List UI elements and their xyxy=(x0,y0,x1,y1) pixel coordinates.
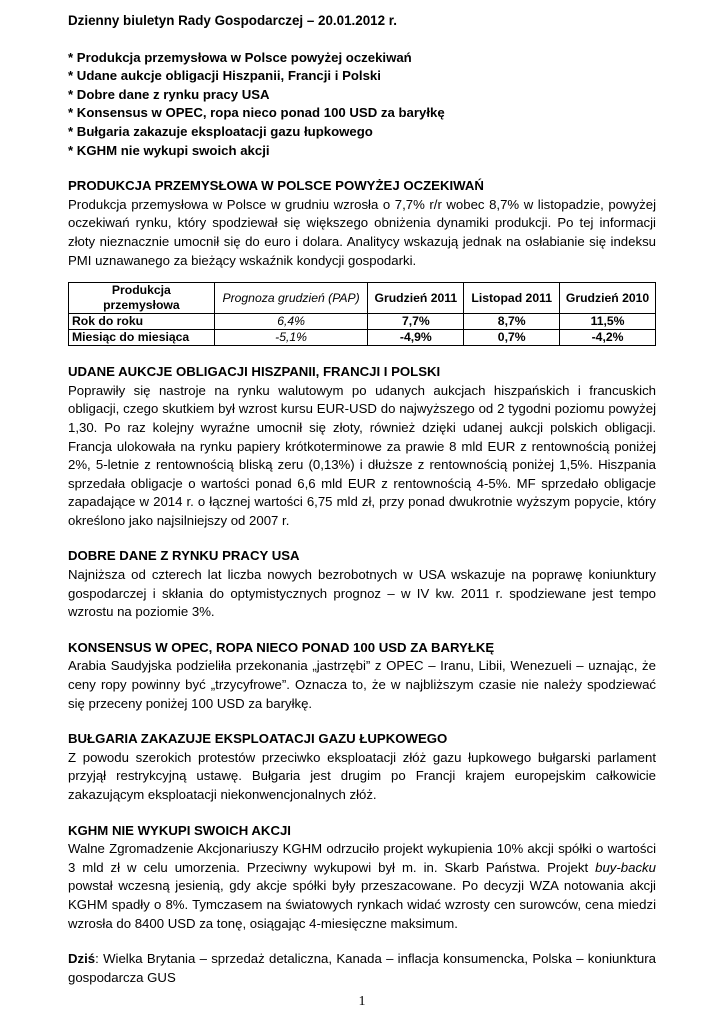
column-header: Listopad 2011 xyxy=(464,283,560,314)
section-heading: KGHM NIE WYKUPI SWOICH AKCJI xyxy=(68,822,291,838)
section-body: Z powodu szerokich protestów przeciwko eksploatacji złóż gazu łupkowego bułgarski parlament przyjął restrykcyjną ustawę. Bułgaria jest drugim po Francji krajem europejskim całkowicie zakazującym eksploatacji niekonwencjonalnych złóż. xyxy=(68,749,656,802)
section-body: Arabia Saudyjska podzieliła przekonania „jastrzębi” z OPEC – Iranu, Libii, Wenezueli – uznając, że ceny ropy powinny być „trzycyfrowe”. Oznacza to, że w najbliższym czasie nie należy spodziewać się przeceny poniżej 100 USD za baryłkę. xyxy=(68,658,656,711)
today-label: Dziś xyxy=(68,951,96,967)
section-body: Poprawiły się nastroje na rynku walutowym po udanych aukcjach hiszpańskich i francuskich obligacji, czego skutkiem był wzrost kursu EUR-USD do najwyższego od 2 tygodni poziomu powyżej 1,30. Po raz kolejny wyraźne umocnił się złoty, również dzięki udanej aukcji polskich obligacji. Francja ulokowała na rynku papiery krótkoterminowe za prawie 8 mld EUR z rentownością poniżej 2%, 5-letnie z rentownością bliską zeru (0,13%) i dłuższe z rentownością poniżej 1,5%. Hiszpania sprzedała obligacje o wartości ponad 6,6 mld EUR z rentownością 4-5%. MF sprzedało obligacje zapadające w 2014 r. o łącznej wartości 6,75 mld zł, przy ponad dwukrotnie wyższym popycie, który określono jako najsilniejszy od 2007 r. xyxy=(68,382,656,528)
column-header: Produkcja przemysłowa xyxy=(69,283,215,314)
headline-item: * Udane aukcje obligacji Hiszpanii, Francji i Polski xyxy=(68,68,381,84)
section-production xyxy=(68,177,656,270)
headline-item: * Dobre dane z rynku pracy USA xyxy=(68,86,270,102)
table-cell: 0,7% xyxy=(464,330,560,346)
table-cell: 11,5% xyxy=(560,314,656,330)
body-text: Walne Zgromadzenie Akcjonariuszy KGHM odrzuciło projekt wykupienia 10% akcji spółki o wartości 3 mld zł w celu umorzenia. Przeciwny wykupowi był m. in. Skarb Państwa. Projekt xyxy=(68,841,656,875)
row-label: Miesiąc do miesiąca xyxy=(69,330,215,346)
today-text: : Wielka Brytania – sprzedaż detaliczna, Kanada – inflacja konsumencka, Polska – koniunktura gospodarcza GUS xyxy=(68,951,656,985)
table-row xyxy=(69,330,656,346)
headline-list xyxy=(68,49,656,161)
section-bonds xyxy=(68,363,656,530)
column-header: Prognoza grudzień (PAP) xyxy=(214,283,368,314)
column-header: Grudzień 2010 xyxy=(560,283,656,314)
page-number: 1 xyxy=(358,994,366,1009)
body-text: powstał wczesną jesienią, gdy akcje spółki były przeszacowane. Po decyzji WZA notowania akcji KGHM spadły o 8%. Tymczasem na światowych rynkach widać wzrosty cen surowców, cena miedzi wzrosła do 8400 USD za tonę, osiągając 4-miesięczne maksimum. xyxy=(68,878,656,931)
section-heading: DOBRE DANE Z RYNKU PRACY USA xyxy=(68,548,300,564)
today-schedule xyxy=(68,950,656,987)
table-cell: -5,1% xyxy=(214,330,368,346)
section-bulgaria xyxy=(68,730,656,804)
headline-item: * Konsensus w OPEC, ropa nieco ponad 100 USD za baryłkę xyxy=(68,105,445,121)
headline-item: * KGHM nie wykupi swoich akcji xyxy=(68,142,270,158)
headline-item: * Produkcja przemysłowa w Polsce powyżej oczekiwań xyxy=(68,49,412,65)
table-cell: 6,4% xyxy=(214,314,368,330)
section-heading: KONSENSUS W OPEC, ROPA NIECO PONAD 100 USD ZA BARYŁKĘ xyxy=(68,639,495,655)
table-cell: 7,7% xyxy=(368,314,464,330)
section-body: Produkcja przemysłowa w Polsce w grudniu wzrosła o 7,7% r/r wobec 8,7% w listopadzie, powyżej oczekiwań rynku, który spodziewał się większego obniżenia dynamiki produkcji. Po tej informacji złoty nieznacznie umocnił się do euro i dolara. Analitycy wskazują jednak na osłabianie się indeksu PMI uznawanego za bieżący wskaźnik kondycji gospodarki. xyxy=(68,196,656,268)
table-cell: -4,9% xyxy=(368,330,464,346)
table-cell: -4,2% xyxy=(560,330,656,346)
section-heading: UDANE AUKCJE OBLIGACJI HISZPANII, FRANCJI I POLSKI xyxy=(68,364,441,380)
bulletin-title: Dzienny biuletyn Rady Gospodarczej – 20.01.2012 r. xyxy=(68,13,397,28)
table-row xyxy=(69,314,656,330)
section-heading: PRODUKCJA PRZEMYSŁOWA W POLSCE POWYŻEJ OCZEKIWAŃ xyxy=(68,178,484,194)
row-label: Rok do roku xyxy=(69,314,215,330)
section-body: Najniższa od czterech lat liczba nowych bezrobotnych w USA wskazuje na poprawę koniunktury gospodarczej i skłania do optymistycznych prognoz – w IV kw. 2011 r. spodziewane jest tempo wzrostu na poziomie 3%. xyxy=(68,567,656,620)
section-labor xyxy=(68,547,656,621)
document-page xyxy=(68,8,656,1001)
section-opec xyxy=(68,639,656,713)
table-header-row xyxy=(69,283,656,314)
section-body xyxy=(68,840,656,933)
production-table xyxy=(68,282,656,346)
section-kghm xyxy=(68,822,656,934)
section-heading: BUŁGARIA ZAKAZUJE EKSPLOATACJI GAZU ŁUPKOWEGO xyxy=(68,731,448,747)
column-header: Grudzień 2011 xyxy=(368,283,464,314)
headline-item: * Bułgaria zakazuje eksploatacji gazu łupkowego xyxy=(68,123,373,139)
table-cell: 8,7% xyxy=(464,314,560,330)
body-text-italic: buy-backu xyxy=(595,859,656,875)
